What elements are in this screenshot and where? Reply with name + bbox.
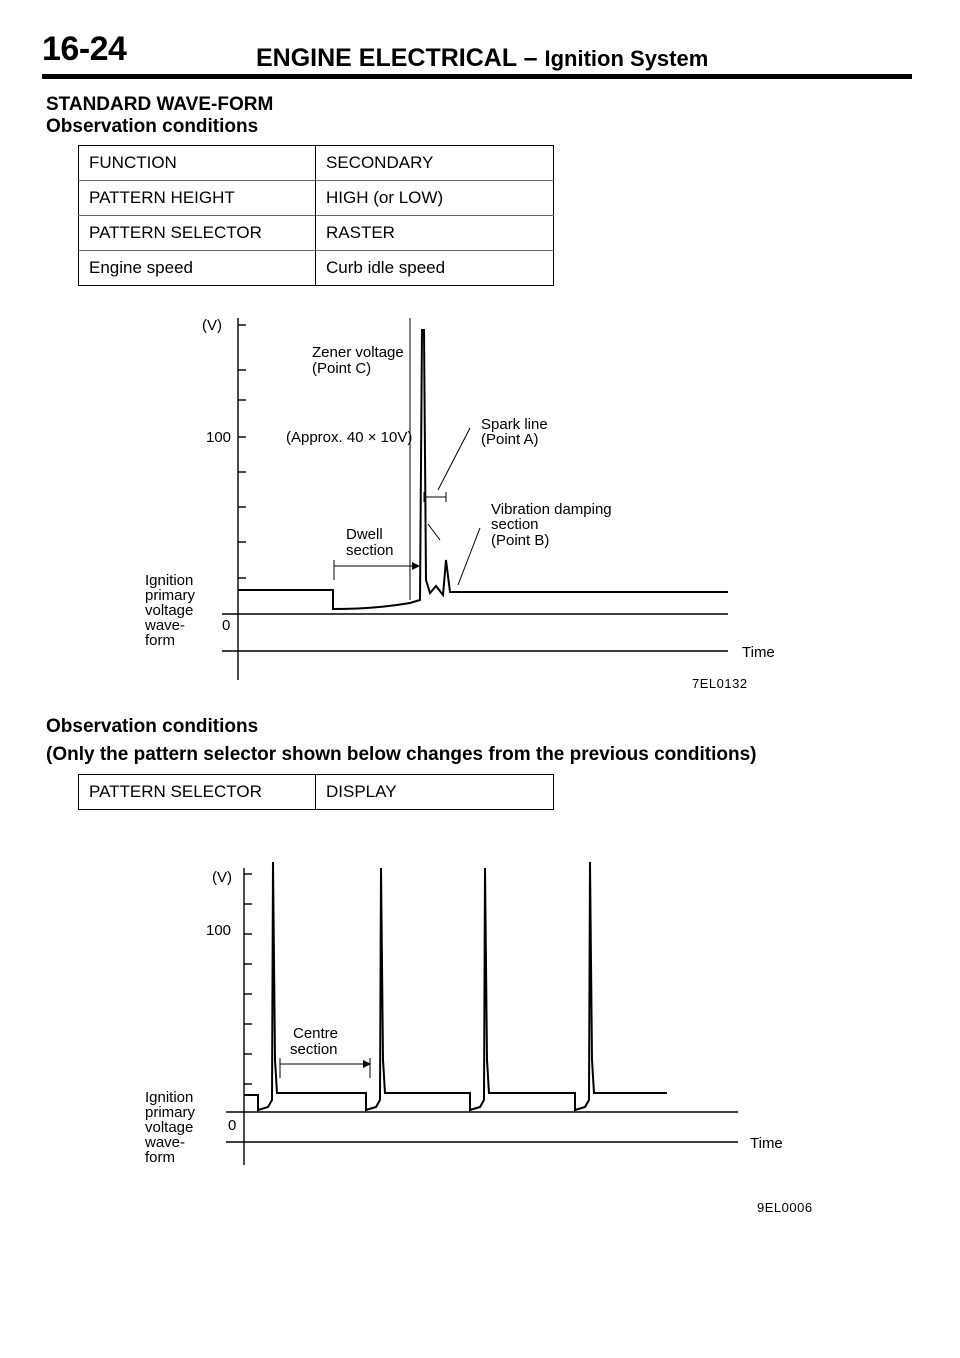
- vibration-label-line1: Vibration damping: [491, 501, 612, 518]
- zener-label-line1: Zener voltage: [312, 344, 404, 361]
- y-axis-label-line4: wave-: [145, 617, 186, 634]
- section-note: (Only the pattern selector shown below changes from the previous conditions): [46, 744, 757, 765]
- dwell-label-line2: section: [346, 542, 394, 559]
- table-cell-label: PATTERN HEIGHT: [79, 181, 316, 216]
- waveform-figure-raster: [0, 300, 960, 700]
- dwell-label-line1: Dwell: [346, 526, 383, 543]
- y-tick-0-label: 0: [228, 1117, 237, 1134]
- title-subtitle: Ignition System: [544, 46, 709, 71]
- primary-waveform: [244, 862, 667, 1110]
- y-axis-label-line2: primary: [145, 1104, 196, 1121]
- figure-code: 9EL0006: [757, 1200, 813, 1215]
- section-subheading-observation: Observation conditions: [46, 116, 259, 137]
- x-axis-label: Time: [742, 644, 775, 661]
- table-cell-label: PATTERN SELECTOR: [79, 216, 316, 251]
- table-cell-label: Engine speed: [79, 251, 316, 286]
- y-axis-label-line4: wave-: [145, 1134, 186, 1151]
- page-number: 16-24: [42, 30, 127, 68]
- table-cell-value: SECONDARY: [326, 153, 434, 172]
- title-main: ENGINE ELECTRICAL: [256, 44, 517, 72]
- vibration-label-line2: section: [491, 516, 539, 533]
- table-row: [79, 181, 554, 216]
- table-row: [79, 251, 554, 286]
- waveform-figure-display: [0, 850, 960, 1230]
- spark-label-line2: (Point A): [481, 431, 539, 448]
- centre-label-line2: section: [290, 1041, 338, 1058]
- y-unit-label: (V): [202, 317, 222, 334]
- y-axis-label-line5: form: [145, 1149, 175, 1166]
- table-cell-label: FUNCTION: [79, 146, 316, 181]
- table-cell-value: Curb idle speed: [316, 251, 554, 286]
- table-cell-value: RASTER: [316, 216, 554, 251]
- spark-leader: [438, 428, 470, 490]
- header-rule: [42, 74, 912, 79]
- spark-label-line1: Spark line: [481, 416, 548, 433]
- table-row: [79, 775, 554, 810]
- y-unit-label: (V): [212, 869, 232, 886]
- observation-conditions-table: [78, 145, 554, 286]
- section-heading-standard-waveform: STANDARD WAVE-FORM: [46, 94, 274, 115]
- centre-label-line1: Centre: [293, 1025, 339, 1042]
- vibration-label-line3: (Point B): [491, 532, 550, 549]
- table-cell-label: PATTERN SELECTOR: [79, 775, 316, 810]
- table-cell-value: HIGH (or LOW): [316, 181, 554, 216]
- vibration-leader: [458, 528, 480, 585]
- y-tick-0-label: 0: [222, 617, 231, 634]
- approx-voltage-label: (Approx. 40 × 10V): [286, 429, 413, 446]
- table-cell-value: DISPLAY: [326, 782, 397, 801]
- figure-code: 7EL0132: [692, 676, 748, 691]
- y-axis-label-line3: voltage: [145, 1119, 194, 1136]
- title-separator: –: [523, 44, 538, 72]
- y-axis-label-line5: form: [145, 632, 175, 649]
- y-tick-100-label: 100: [206, 922, 232, 939]
- zener-label-line2: (Point C): [312, 360, 372, 377]
- table-row: [79, 146, 554, 181]
- page-title: [256, 44, 708, 73]
- y-axis-label-line1: Ignition: [145, 572, 194, 589]
- table-row: [79, 216, 554, 251]
- y-axis-label-line2: primary: [145, 587, 196, 604]
- section-heading-observation-2: Observation conditions: [46, 716, 259, 737]
- pattern-selector-table: [78, 774, 554, 810]
- y-axis-label-line3: voltage: [145, 602, 194, 619]
- y-tick-100-label: 100: [206, 429, 232, 446]
- y-axis-label-line1: Ignition: [145, 1089, 194, 1106]
- x-axis-label: Time: [750, 1135, 783, 1152]
